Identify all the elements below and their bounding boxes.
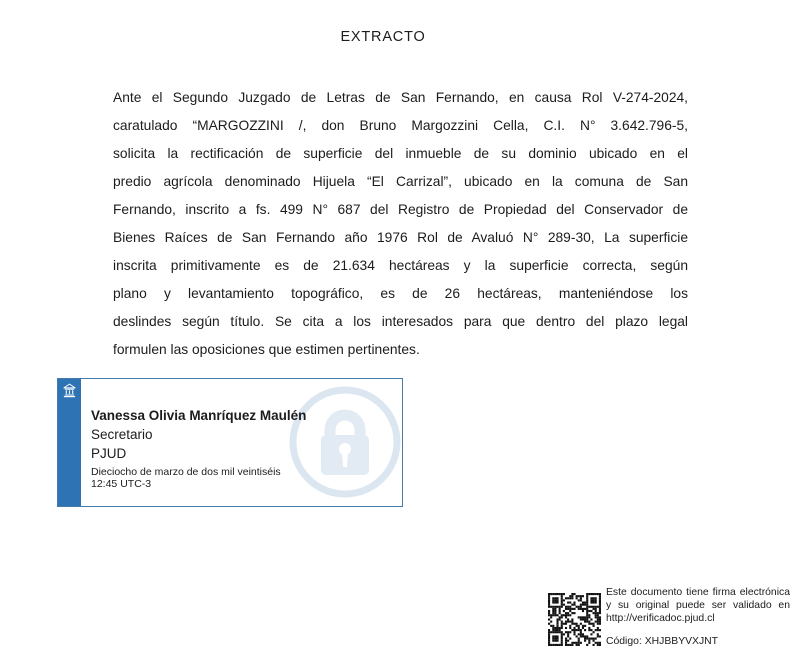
signer-name: Vanessa Olivia Manríquez Maulén xyxy=(91,408,307,423)
signature-stamp xyxy=(57,378,403,507)
signature-time: 12:45 UTC-3 xyxy=(91,477,152,490)
paragraph-line: Ante el Segundo Juzgado de Letras de San Fernando, en causa Rol V-274-2024, xyxy=(113,90,688,105)
signature-date: Dieciocho de marzo de dos mil veintiséis xyxy=(91,466,281,478)
verification-note xyxy=(606,586,790,648)
signer-institution: PJUD xyxy=(91,446,127,461)
verification-line: y su original puede ser validado en xyxy=(606,600,790,611)
paragraph-line: inscrita primitivamente es de 21.634 hectáreas y la superficie correcta, según xyxy=(113,258,688,273)
verification-code: Código: XHJBBYVXJNT xyxy=(606,636,719,647)
verification-line: Este documento tiene firma electrónica xyxy=(606,587,790,598)
signer-role: Secretario xyxy=(91,427,153,442)
paragraph-line: Bienes Raíces de San Fernando año 1976 Rol de Avaluó N° 289-30, La superficie xyxy=(113,230,688,245)
paragraph-line: predio agrícola denominado Hijuela “El Carrizal”, ubicado en la comuna de San xyxy=(113,174,688,189)
signature-details xyxy=(91,406,396,490)
verification-url: http://verificadoc.pjud.cl xyxy=(606,613,715,624)
qr-code xyxy=(548,593,601,646)
paragraph-line: caratulado “MARGOZZINI /, don Bruno Margozzini Cella, C.I. N° 3.642.796-5, xyxy=(113,118,688,133)
courthouse-icon xyxy=(62,383,77,398)
signature-accent-bar xyxy=(58,379,81,506)
page-title: EXTRACTO xyxy=(340,29,426,45)
paragraph-line: formulen las oposiciones que estimen pertinentes. xyxy=(113,342,420,357)
extract-paragraph xyxy=(113,84,688,364)
paragraph-line: plano y levantamiento topográfico, es de 26 hectáreas, manteniéndose los xyxy=(113,286,688,301)
paragraph-line: solicita la rectificación de superficie del inmueble de su dominio ubicado en el xyxy=(113,146,688,161)
paragraph-line: Fernando, inscrito a fs. 499 N° 687 del Registro de Propiedad del Conservador de xyxy=(113,202,688,217)
paragraph-line: deslindes según título. Se cita a los interesados para que dentro del plazo legal xyxy=(113,314,688,329)
